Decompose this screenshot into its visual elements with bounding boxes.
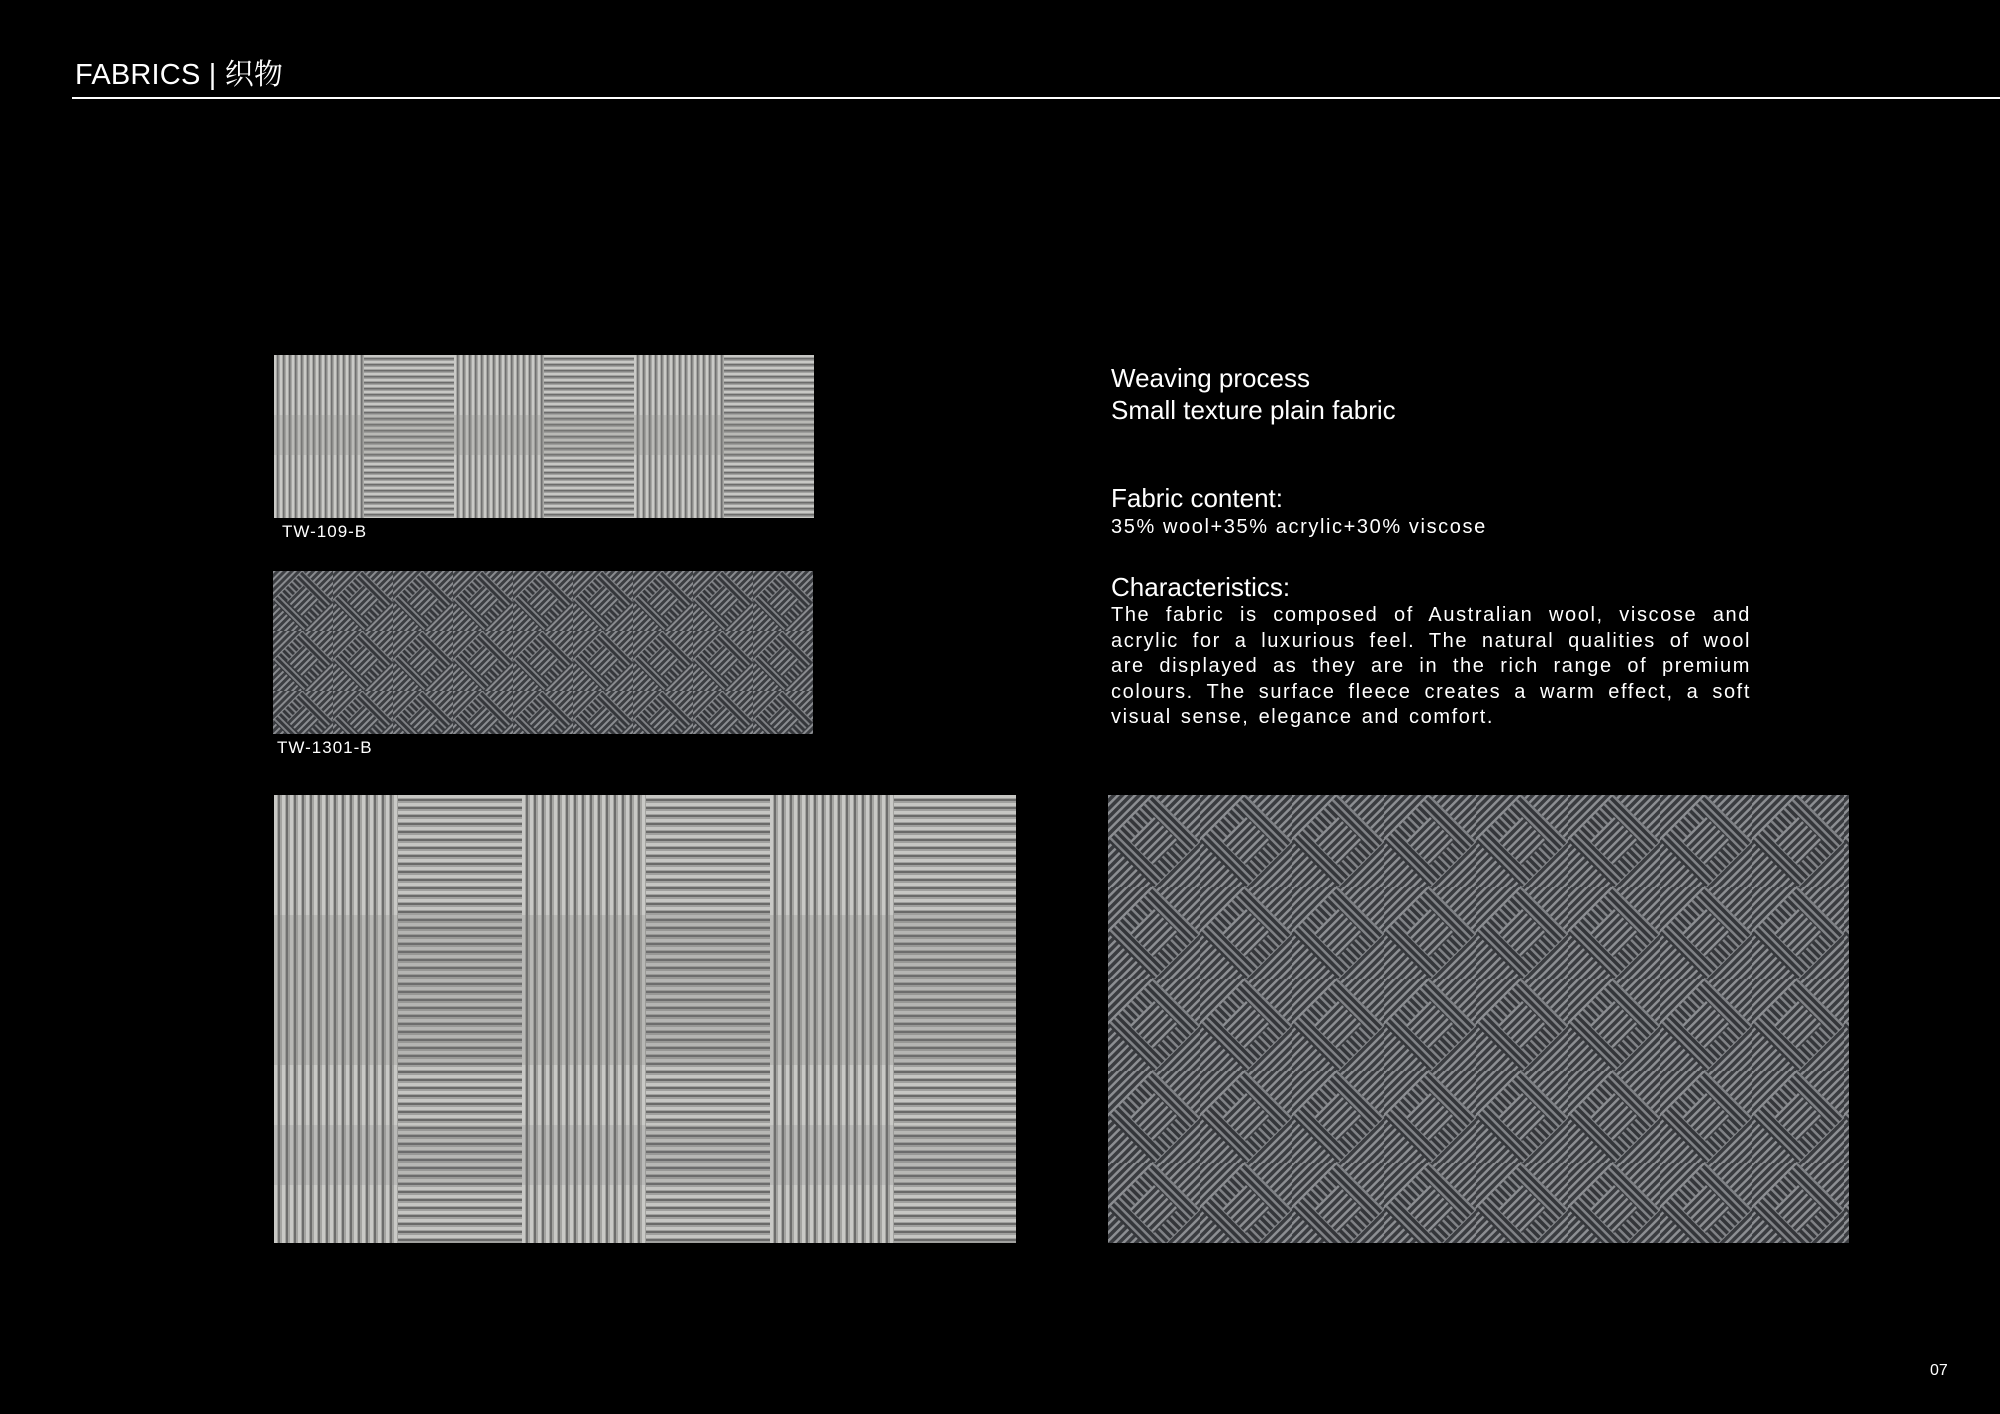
fabric-swatch-tw-109-b-large [274,795,1016,1243]
header-divider [72,97,2000,99]
page-number: 07 [1930,1362,1948,1379]
fabric-swatch-tw-1301-b-small [273,571,813,734]
characteristics-label: Characteristics: [1111,572,1291,602]
page-title: FABRICS | 织物 [75,59,284,91]
weaving-process-label: Weaving process [1111,363,1310,393]
characteristics-block [1111,571,1871,731]
weaving-process-value: Small texture plain fabric [1111,395,1396,425]
fabric-swatch-tw-1301-b-large [1108,795,1849,1243]
fabric-content-value: 35% wool+35% acrylic+30% viscose [1111,516,1487,538]
fabric-content-label: Fabric content: [1111,483,1283,513]
fabric-swatch-tw-109-b-small [274,355,814,518]
characteristics-text: The fabric is composed of Australian wool, viscose and acrylic for a luxurious feel. The natural qualities of wool are displayed as they are in the rich range of premium colours. The surface fleece creates a warm effect, a soft visual sense, elegance and comfort. [1111,604,1751,729]
swatch-code-label: TW-1301-B [277,738,373,757]
weaving-process-block [1111,362,1871,426]
swatch-code-label: TW-109-B [282,522,368,541]
fabric-content-block [1111,482,1871,540]
